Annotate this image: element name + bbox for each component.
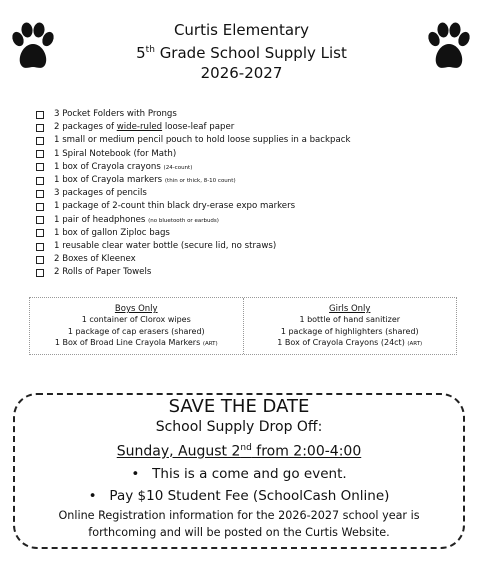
checkbox-icon[interactable] xyxy=(36,124,44,132)
supply-item xyxy=(36,134,350,147)
supply-text-pre: 2 packages of xyxy=(54,122,117,133)
list-title-text: Grade School Supply List xyxy=(159,44,347,62)
gender-supply-table xyxy=(29,297,457,355)
supply-item xyxy=(36,174,350,187)
supply-text-small: (thin or thick, 8-10 count) xyxy=(164,178,236,185)
grade-suffix: th xyxy=(145,45,155,55)
supply-text xyxy=(54,200,295,213)
checkbox-icon[interactable] xyxy=(36,163,44,171)
school-year: 2026-2027 xyxy=(200,64,283,82)
girls-item xyxy=(244,327,457,339)
registration-note-line-1: Online Registration information for the 2026-2027 school year is xyxy=(58,508,420,522)
date-main: Sunday, August 2 xyxy=(116,443,241,460)
boys-heading: Boys Only xyxy=(114,304,158,314)
supply-text-post: loose-leaf paper xyxy=(162,122,235,133)
supply-item xyxy=(36,227,350,240)
boys-item xyxy=(30,327,243,339)
bullet-dot: • xyxy=(88,487,97,504)
boys-item xyxy=(30,338,243,350)
girls-item-text: 1 bottle of hand sanitizer xyxy=(299,315,401,324)
girls-column xyxy=(243,298,457,354)
supply-item xyxy=(36,121,350,134)
save-the-date-box xyxy=(13,393,465,549)
supply-item xyxy=(36,200,350,213)
boys-item-text: 1 container of Clorox wipes xyxy=(81,315,191,324)
checkbox-icon[interactable] xyxy=(36,177,44,185)
supply-text-ul: wide-ruled xyxy=(116,122,163,133)
boys-item xyxy=(30,315,243,327)
grade-number: 5 xyxy=(136,44,146,62)
date-time: from 2:00-4:00 xyxy=(251,443,362,460)
supply-text xyxy=(54,253,136,266)
bullet-dot: • xyxy=(131,465,140,482)
supply-text xyxy=(54,108,177,121)
bullet-text: Pay $10 Student Fee (SchoolCash Online) xyxy=(109,487,390,504)
checkbox-icon[interactable] xyxy=(36,111,44,119)
supply-text xyxy=(54,240,276,253)
checkbox-icon[interactable] xyxy=(36,256,44,264)
supply-text-pre: 2 Rolls of Paper Towels xyxy=(54,267,152,278)
checkbox-icon[interactable] xyxy=(36,269,44,277)
supply-text-pre: 3 Pocket Folders with Prongs xyxy=(54,109,177,119)
supply-item xyxy=(36,266,350,279)
checkbox-icon[interactable] xyxy=(36,229,44,237)
supply-item xyxy=(36,161,350,174)
bullet-come-and-go xyxy=(15,463,463,485)
supply-text xyxy=(54,187,147,200)
supply-list xyxy=(36,108,350,280)
supply-item xyxy=(36,214,350,227)
supply-text-small: (24-count) xyxy=(163,164,193,171)
list-title xyxy=(0,40,483,63)
supply-text xyxy=(54,214,219,227)
checkbox-icon[interactable] xyxy=(36,137,44,145)
girls-item-text: 1 Box of Crayola Crayons (24ct) xyxy=(277,338,408,348)
date-suffix: nd xyxy=(240,443,252,453)
supply-text-pre: 1 small or medium pencil pouch to hold loose supplies in a backpack xyxy=(54,135,351,146)
checkbox-icon[interactable] xyxy=(36,216,44,224)
supply-text-pre: 2 Boxes of Kleenex xyxy=(54,254,136,265)
checkbox-icon[interactable] xyxy=(36,150,44,158)
supply-text xyxy=(54,161,192,174)
supply-item xyxy=(36,253,350,266)
school-name: Curtis Elementary xyxy=(173,21,310,39)
supply-text-pre: 3 packages of pencils xyxy=(54,188,147,199)
registration-note-line-2: forthcoming and will be posted on the Curtis Website. xyxy=(88,525,390,539)
checkbox-icon[interactable] xyxy=(36,190,44,198)
supply-text xyxy=(54,227,170,240)
boys-item-text: 1 Box of Broad Line Crayola Markers xyxy=(54,338,203,348)
bullet-student-fee xyxy=(15,485,463,507)
supply-item xyxy=(36,187,350,200)
checkbox-icon[interactable] xyxy=(36,243,44,251)
supply-text xyxy=(54,148,176,161)
supply-text-pre: 1 reusable clear water bottle (secure lid, no straws) xyxy=(54,241,277,252)
supply-text-pre: 1 pair of headphones xyxy=(54,214,149,225)
girls-heading: Girls Only xyxy=(329,304,371,314)
supply-text-pre: 1 box of Crayola crayons xyxy=(54,161,164,172)
boys-item-text: 1 package of cap erasers (shared) xyxy=(67,326,205,336)
boys-item-note: (ART) xyxy=(202,341,218,348)
supply-item xyxy=(36,108,350,121)
drop-off-subtitle: School Supply Drop Off: xyxy=(155,419,323,435)
supply-text-pre: 1 package of 2-count thin black dry-erase expo markers xyxy=(54,201,296,212)
supply-text xyxy=(54,174,236,187)
supply-text xyxy=(54,121,234,134)
document-header xyxy=(0,20,483,83)
supply-text xyxy=(54,134,350,147)
boys-column xyxy=(30,298,243,354)
girls-item xyxy=(244,315,457,327)
supply-text xyxy=(54,266,151,279)
girls-item-note: (ART) xyxy=(407,341,423,348)
supply-text-pre: 1 Spiral Notebook (for Math) xyxy=(54,148,177,159)
supply-text-pre: 1 box of gallon Ziploc bags xyxy=(54,227,170,238)
drop-off-date xyxy=(15,437,463,463)
supply-item xyxy=(36,148,350,161)
bullet-text: This is a come and go event. xyxy=(152,465,347,482)
save-the-date-title: SAVE THE DATE xyxy=(168,396,310,417)
checkbox-icon[interactable] xyxy=(36,203,44,211)
supply-item xyxy=(36,240,350,253)
girls-item-text: 1 package of highlighters (shared) xyxy=(280,326,419,336)
girls-item xyxy=(244,338,457,350)
supply-text-small: (no bluetooth or earbuds) xyxy=(148,217,219,224)
supply-text-pre: 1 box of Crayola markers xyxy=(54,175,165,186)
